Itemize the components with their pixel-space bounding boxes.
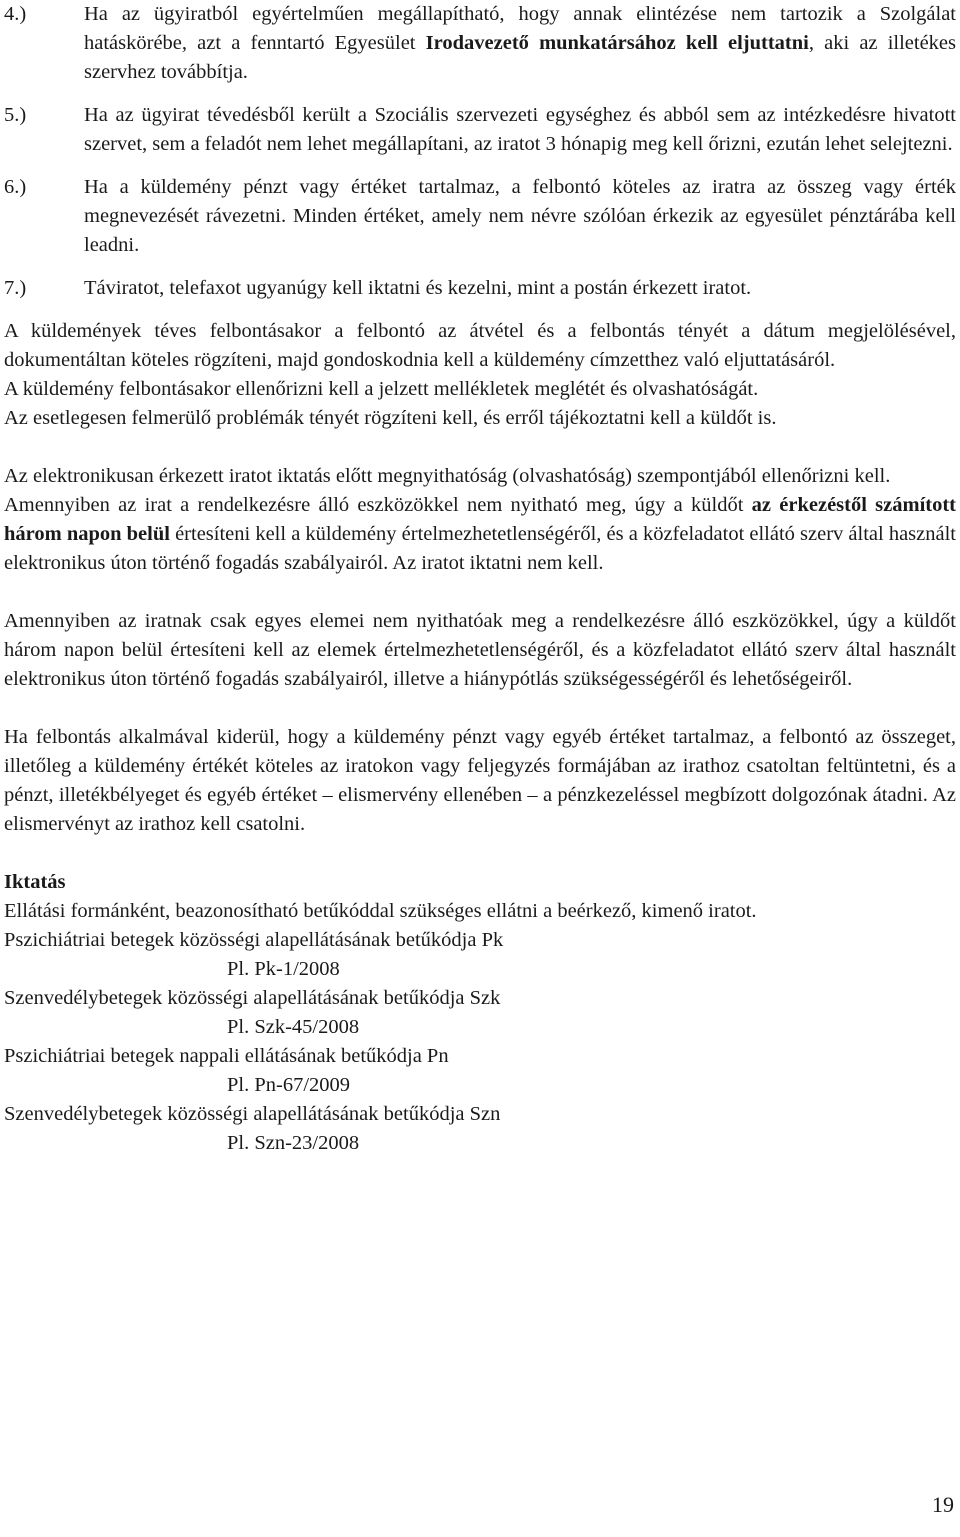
document-page: [4, 0, 956, 1158]
item-number: 7.): [4, 277, 27, 299]
code-label: Pszichiátriai betegek nappali ellátásának betűkódja Pn: [4, 1045, 449, 1067]
item-text: Ha az ügyirat tévedésből került a Szociális szervezeti egységhez és abból sem az intézkedésre hivatott szervet, sem a feladót nem lehet megállapítani, az iratot 3 hónapig meg kell őrizni, ezután lehet selejtezni.: [84, 104, 956, 155]
list-item-5: [4, 101, 956, 159]
item-text: Ha az ügyiratból egyértelműen megállapítható, hogy annak elintézése nem tartozik a Szolgálat hatáskörébe, azt a fenntartó Egyesület: [84, 3, 956, 54]
paragraph-electronic-check: Az elektronikusan érkezett iratot iktatás előtt megnyithatóság (olvashatóság) szempontjából ellenőrizni kell.: [4, 465, 891, 487]
code-example: Pl. Szk-45/2008: [227, 1016, 360, 1038]
paragraph-text: értesíteni kell a küldemény értelmezhetetlenségéről, és a közfeladatot ellátó szerv által használt elektronikus úton történő fogadás szabályairól. Az iratot iktatni nem kell.: [4, 523, 956, 574]
item-text: , aki az illetékes szervhez továbbítja.: [84, 32, 956, 83]
list-item-6: [4, 173, 956, 260]
paragraph-value-found: Ha felbontás alkalmával kiderül, hogy a küldemény pénzt vagy egyéb értéket tartalmaz, a felbontó az összeget, illetőleg a küldemény értékét köteles az iratokon vagy feljegyzés formájában az irathoz csatoltan feltüntetni, és a pénzt, illetékbélyeget és egyéb értéket – elismervény ellenében – a pénzkezeléssel megbízott dolgozónak átadni. Az elismervényt az irathoz kell csatolni.: [4, 726, 956, 835]
section-heading-iktatas: Iktatás: [4, 871, 66, 893]
item-text: Táviratot, telefaxot ugyanúgy kell iktatni és kezelni, mint a postán érkezett iratot.: [84, 277, 752, 299]
paragraph-problems-record: Az esetlegesen felmerülő problémák tényét rögzíteni kell, és erről tájékoztatni kell a küldőt is.: [4, 407, 777, 429]
paragraph-attachments-check: A küldemény felbontásakor ellenőrizni kell a jelzett mellékletek meglétét és olvashatóságát.: [4, 378, 759, 400]
list-item-4: [4, 0, 956, 87]
list-item-7: [4, 274, 956, 303]
code-example: Pl. Pn-67/2009: [227, 1074, 351, 1096]
paragraph-partial-open: Amennyiben az iratnak csak egyes elemei nem nyithatóak meg a rendelkezésre álló eszközökkel, úgy a küldőt három napon belül értesíteni kell az elemek értelmezhetetlenségéről, és a közfeladatot ellátó szerv által használt elektronikus úton történő fogadás szabályairól, illetve a hiánypótlás szükségességéről és lehetőségeiről.: [4, 610, 956, 690]
page-number: 19: [932, 1492, 954, 1517]
paragraph-mistaken-opening: A küldemények téves felbontásakor a felbontó az átvétel és a felbontás tényét a dátum megjelölésével, dokumentáltan köteles rögzíteni, majd gondoskodnia kell a küldemény címzetthez való eljuttatásáról.: [4, 320, 956, 371]
paragraph-bold-text: az érkezéstől számított három napon belül: [4, 494, 957, 545]
code-label: Pszichiátriai betegek közösségi alapellátásának betűkódja Pk: [4, 929, 504, 951]
item-number: 4.): [4, 3, 27, 25]
code-example: Pl. Szn-23/2008: [227, 1132, 360, 1154]
code-example: Pl. Pk-1/2008: [227, 958, 340, 980]
iktatas-intro: Ellátási formánként, beazonosítható betűkóddal szükséges ellátni a beérkező, kimenő iratot.: [4, 900, 757, 922]
code-label: Szenvedélybetegek közösségi alapellátásának betűkódja Szk: [4, 987, 501, 1009]
item-text: Ha a küldemény pénzt vagy értéket tartalmaz, a felbontó köteles az iratra az összeg vagy érték megnevezését rávezetni. Minden értéket, amely nem névre szólóan érkezik az egyesület pénztárába kell leadni.: [84, 176, 956, 256]
code-label: Szenvedélybetegek közösségi alapellátásának betűkódja Szn: [4, 1103, 501, 1125]
paragraph-cannot-open: [4, 491, 956, 578]
item-bold-text: Irodavezető munkatársához kell eljuttatni: [425, 32, 809, 54]
item-number: 6.): [4, 176, 27, 198]
paragraph-text: Amennyiben az irat a rendelkezésre álló eszközökkel nem nyitható meg, úgy a küldőt: [4, 494, 752, 516]
item-number: 5.): [4, 104, 27, 126]
